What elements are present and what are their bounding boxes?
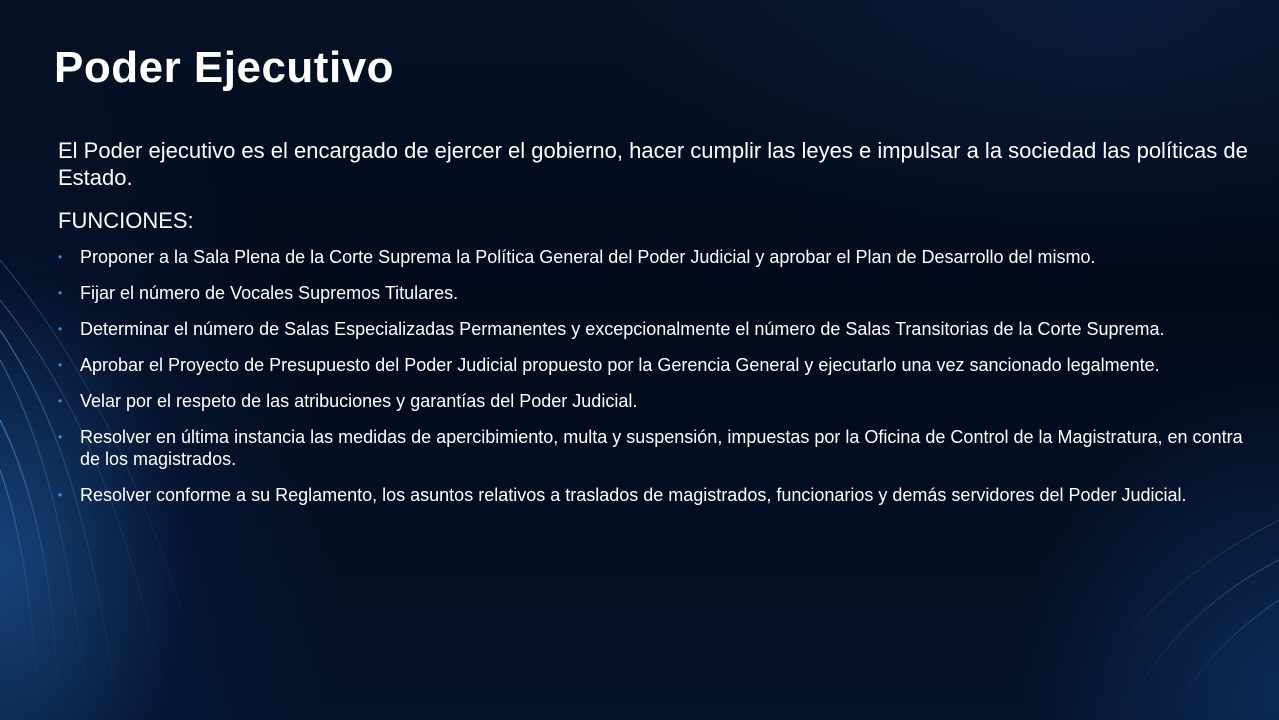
list-item-text: Proponer a la Sala Plena de la Corte Suprema la Política General del Poder Judicial y aprobar el Plan de Desarrollo del mismo. bbox=[80, 247, 1096, 267]
list-item bbox=[58, 484, 1248, 506]
list-item-text: Determinar el número de Salas Especializadas Permanentes y excepcionalmente el número de Salas Transitorias de la Corte Suprema. bbox=[80, 319, 1165, 339]
list-item-text: Resolver en última instancia las medidas de apercibimiento, multa y suspensión, impuestas por la Oficina de Control de la Magistratura, en contra de los magistrados. bbox=[80, 427, 1243, 469]
list-item bbox=[58, 318, 1248, 340]
bullet-dot-icon: • bbox=[58, 358, 63, 372]
bullet-dot-icon: • bbox=[58, 488, 63, 502]
list-item bbox=[58, 354, 1248, 376]
list-item-text: Velar por el respeto de las atribuciones y garantías del Poder Judicial. bbox=[80, 391, 638, 411]
list-item-text: Aprobar el Proyecto de Presupuesto del Poder Judicial propuesto por la Gerencia General y ejecutarlo una vez sancionado legalmente. bbox=[80, 355, 1160, 375]
bullet-dot-icon: • bbox=[58, 322, 63, 336]
slide-content bbox=[58, 137, 1248, 520]
list-item-text: Resolver conforme a su Reglamento, los asuntos relativos a traslados de magistrados, funcionarios y demás servidores del Poder Judicial. bbox=[80, 485, 1187, 505]
list-item-text: Fijar el número de Vocales Supremos Titulares. bbox=[80, 283, 459, 303]
list-item bbox=[58, 246, 1248, 268]
bullet-dot-icon: • bbox=[58, 286, 63, 300]
slide-title: Poder Ejecutivo bbox=[54, 43, 395, 92]
bullet-dot-icon: • bbox=[58, 250, 63, 264]
bullet-dot-icon: • bbox=[58, 430, 63, 444]
list-item bbox=[58, 282, 1248, 304]
list-item bbox=[58, 390, 1248, 412]
bullet-dot-icon: • bbox=[58, 394, 63, 408]
functions-heading: FUNCIONES: bbox=[58, 208, 194, 233]
functions-list bbox=[58, 246, 1248, 506]
list-item bbox=[58, 426, 1248, 470]
intro-paragraph: El Poder ejecutivo es el encargado de ejercer el gobierno, hacer cumplir las leyes e impulsar a la sociedad las políticas de Estado. bbox=[58, 138, 1248, 190]
